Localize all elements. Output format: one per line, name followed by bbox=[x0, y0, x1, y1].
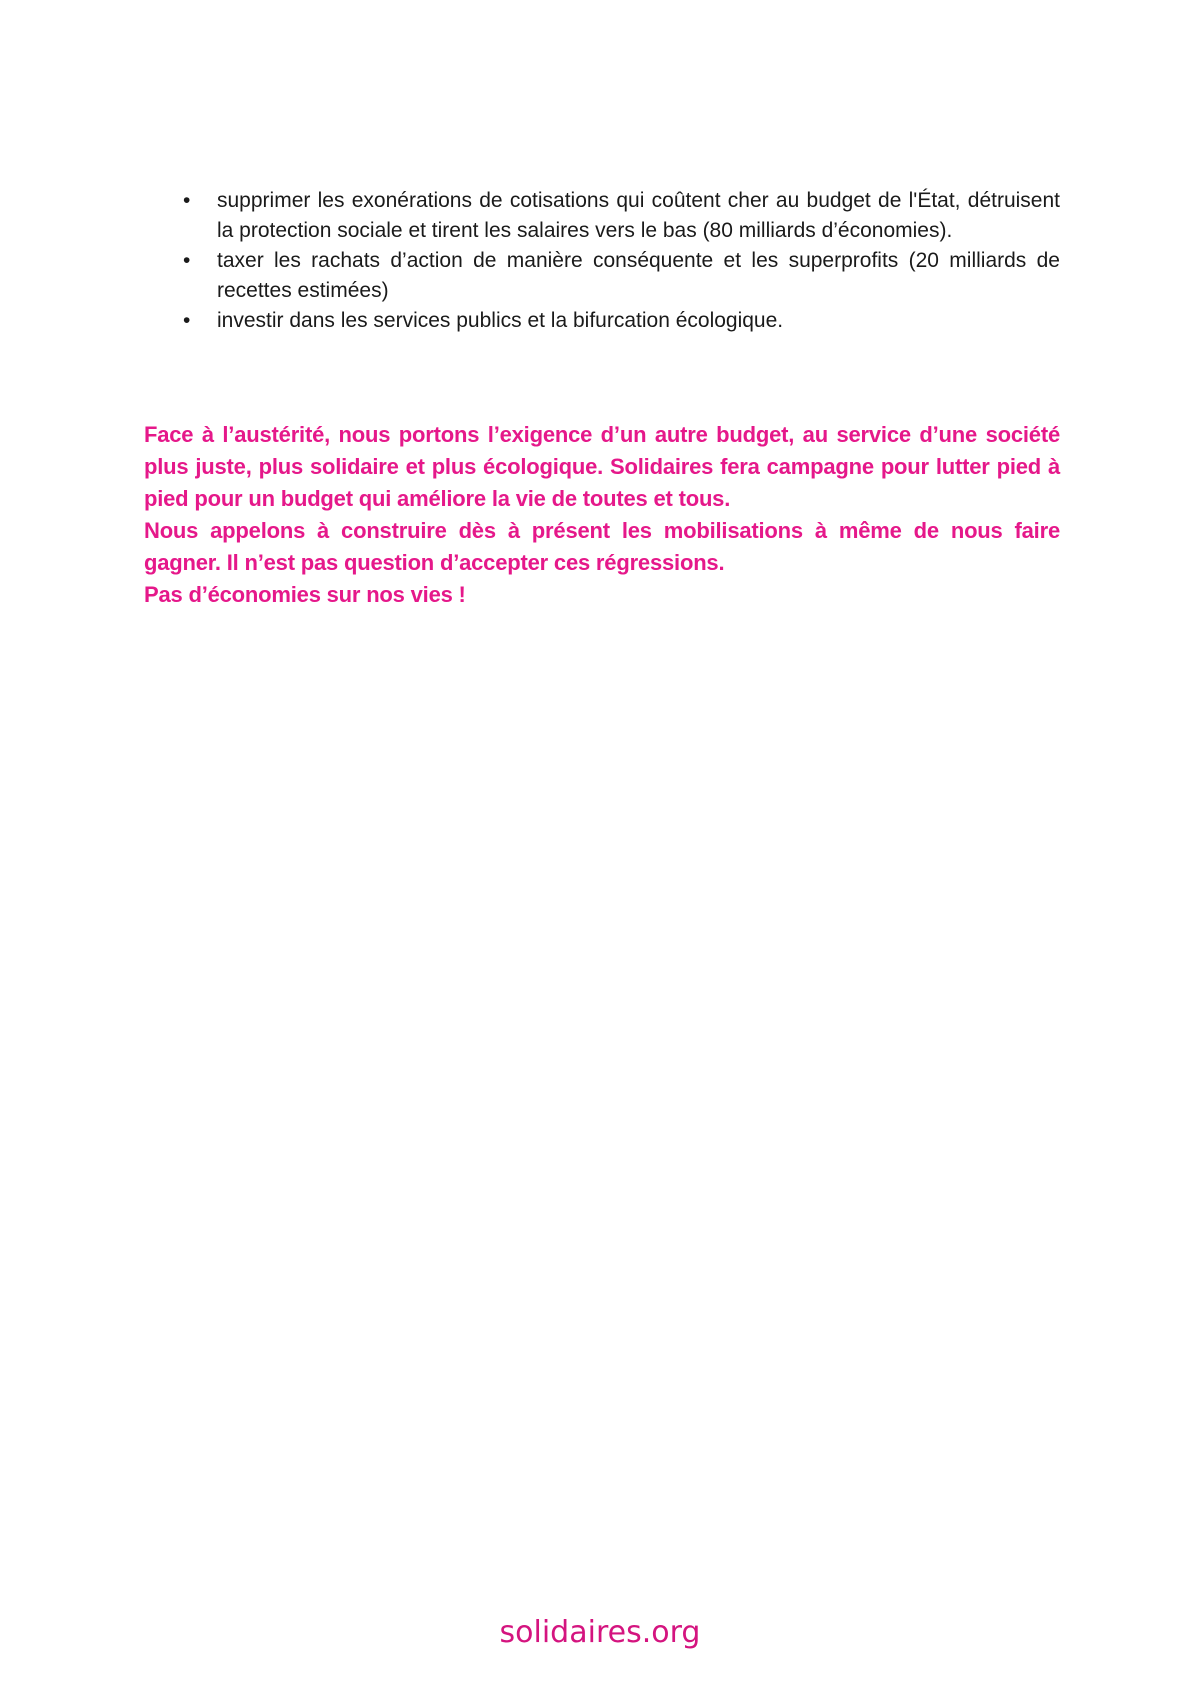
statement-slogan: Pas d’économies sur nos vies ! bbox=[144, 582, 466, 607]
list-item bbox=[183, 246, 1060, 306]
list-item-text: supprimer les exonérations de cotisations qui coûtent cher au budget de l'État, détruisent la protection sociale et tirent les salaires vers le bas (80 milliards d’économies). bbox=[217, 189, 1060, 242]
list-item bbox=[183, 306, 1060, 336]
bullet-icon: • bbox=[183, 309, 191, 332]
list-item-text: investir dans les services publics et la bifurcation écologique. bbox=[217, 309, 784, 332]
statement-paragraph: Face à l’austérité, nous portons l’exigence d’un autre budget, au service d’une société plus juste, plus solidaire et plus écologique. Solidaires fera campagne pour lutter pied à pied pour un budget qui améliore la vie de toutes et tous. bbox=[144, 422, 1060, 511]
demands-list bbox=[183, 186, 1060, 336]
statement-paragraph: Nous appelons à construire dès à présent les mobilisations à même de nous faire gagner. Il n’est pas question d’accepter ces régressions. bbox=[144, 518, 1060, 575]
list-item-text: taxer les rachats d’action de manière conséquente et les superprofits (20 milliards de recettes estimées) bbox=[217, 249, 1060, 302]
closing-statement bbox=[144, 419, 1060, 611]
footer-website-link[interactable]: solidaires.org bbox=[499, 1615, 701, 1650]
bullet-icon: • bbox=[183, 249, 191, 272]
list-item bbox=[183, 186, 1060, 246]
bullet-icon: • bbox=[183, 189, 191, 212]
